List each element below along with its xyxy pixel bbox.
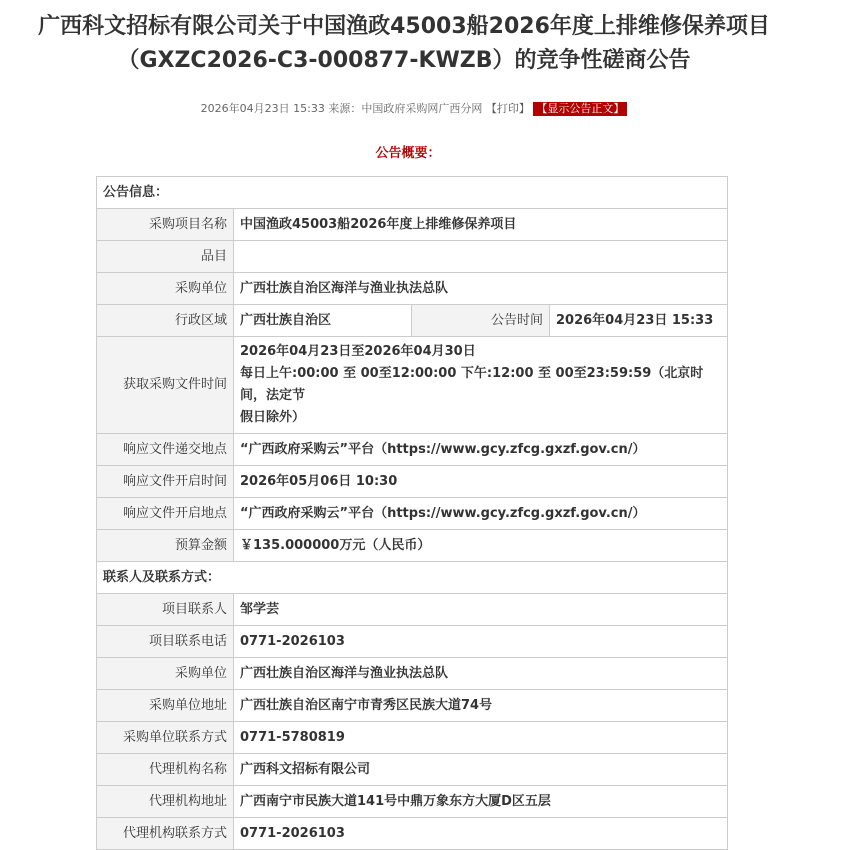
purchaser-address-label: 采购单位地址 (97, 690, 234, 722)
open-time-label: 响应文件开启时间 (97, 466, 234, 498)
purchaser-phone-label: 采购单位联系方式 (97, 722, 234, 754)
print-link[interactable]: 【打印】 (485, 102, 530, 115)
project-phone-value: 0771-2026103 (234, 626, 728, 658)
item-label: 品目 (97, 241, 234, 273)
table-row (97, 530, 728, 562)
table-row (97, 658, 728, 690)
table-row (97, 209, 728, 241)
doc-acquire-time-line: 假日除外） (240, 410, 306, 425)
agency-phone-value: 0771-2026103 (234, 818, 728, 850)
open-place-label: 响应文件开启地点 (97, 498, 234, 530)
contact-purchaser-label: 采购单位 (97, 658, 234, 690)
region-label: 行政区域 (97, 305, 234, 337)
section-row (97, 177, 728, 209)
summary-heading: 公告概要： (375, 146, 441, 161)
project-contact-value: 邹学芸 (234, 594, 728, 626)
open-place-value: “广西政府采购云”平台（https://www.gcy.zfcg.gxzf.gov.cn/） (234, 498, 728, 530)
project-name-value: 中国渔政45003船2026年度上排维修保养项目 (234, 209, 728, 241)
submit-place-label: 响应文件递交地点 (97, 434, 234, 466)
page-title (0, 10, 808, 78)
purchaser-address-value: 广西壮族自治区南宁市青秀区民族大道74号 (234, 690, 728, 722)
purchaser-label: 采购单位 (97, 273, 234, 305)
table-row (97, 241, 728, 273)
table-row (97, 498, 728, 530)
table-row (97, 273, 728, 305)
announcement-meta (0, 100, 828, 116)
agency-address-label: 代理机构地址 (97, 786, 234, 818)
agency-address-value: 广西南宁市民族大道141号中鼎万象东方大厦D区五层 (234, 786, 728, 818)
table-row (97, 722, 728, 754)
project-contact-label: 项目联系人 (97, 594, 234, 626)
publish-time-value: 2026年04月23日 15:33 (550, 305, 728, 337)
table-row (97, 434, 728, 466)
section-row (97, 562, 728, 594)
table-row (97, 786, 728, 818)
section-contacts: 联系人及联系方式： (97, 562, 728, 594)
table-row (97, 626, 728, 658)
table-row (97, 594, 728, 626)
source-label: 来源： (328, 102, 362, 115)
announcement-info-table (96, 176, 728, 850)
page-title-line-2: （GXZC2026-C3-000877-KWZB）的竞争性磋商公告 (117, 48, 691, 73)
page-title-line-1: 广西科文招标有限公司关于中国渔政45003船2026年度上排维修保养项目 (38, 14, 770, 39)
table-row (97, 754, 728, 786)
section-announcement-info: 公告信息： (97, 177, 728, 209)
region-value: 广西壮族自治区 (234, 305, 412, 337)
table-row (97, 466, 728, 498)
doc-acquire-time-line: 每日上午:00:00 至 00至12:00:00 下午:12:00 至 00至23:59:59（北京时间，法定节 (240, 366, 704, 403)
table-row (97, 305, 728, 337)
item-value (234, 241, 728, 273)
show-full-announcement-button[interactable]: 【显示公告正文】 (533, 102, 627, 116)
publish-time-label: 公告时间 (412, 305, 550, 337)
budget-label: 预算金额 (97, 530, 234, 562)
table-row (97, 690, 728, 722)
purchaser-phone-value: 0771-5780819 (234, 722, 728, 754)
doc-acquire-time-label: 获取采购文件时间 (97, 337, 234, 434)
agency-phone-label: 代理机构联系方式 (97, 818, 234, 850)
open-time-value: 2026年05月06日 10:30 (234, 466, 728, 498)
doc-acquire-time-line: 2026年04月23日至2026年04月30日 (240, 344, 476, 359)
source-name: 中国政府采购网广西分网 (361, 102, 483, 115)
agency-name-value: 广西科文招标有限公司 (234, 754, 728, 786)
doc-acquire-time-value (234, 337, 728, 434)
purchaser-value: 广西壮族自治区海洋与渔业执法总队 (234, 273, 728, 305)
table-row (97, 818, 728, 850)
contact-purchaser-value: 广西壮族自治区海洋与渔业执法总队 (234, 658, 728, 690)
table-row (97, 337, 728, 434)
agency-name-label: 代理机构名称 (97, 754, 234, 786)
submit-place-value: “广西政府采购云”平台（https://www.gcy.zfcg.gxzf.gov.cn/） (234, 434, 728, 466)
project-phone-label: 项目联系电话 (97, 626, 234, 658)
publish-datetime: 2026年04月23日 15:33 (200, 102, 325, 115)
budget-value: ￥135.000000万元（人民币） (234, 530, 728, 562)
project-name-label: 采购项目名称 (97, 209, 234, 241)
